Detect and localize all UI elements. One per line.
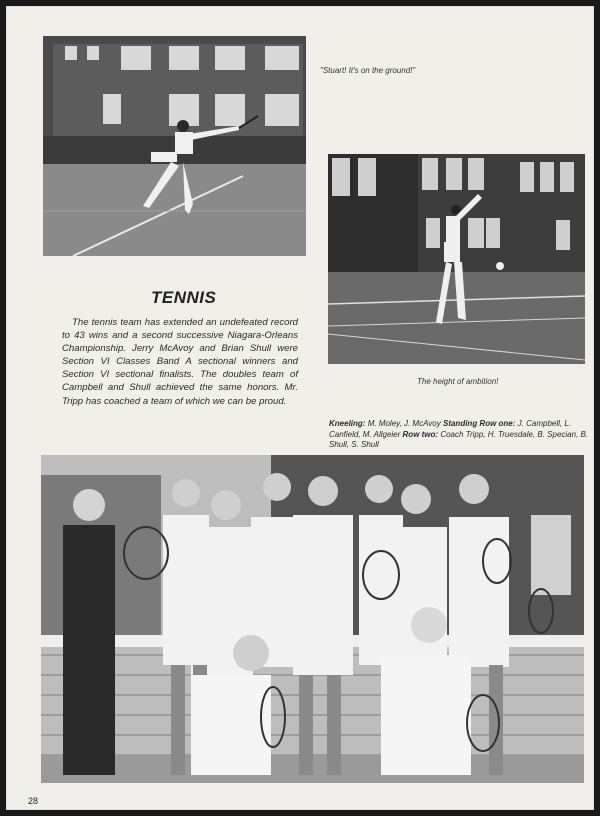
- yearbook-page: [6, 6, 594, 810]
- photo-player-serving: [328, 154, 585, 364]
- page-number: 28: [28, 796, 39, 806]
- standing-row-one-label: Standing Row one:: [442, 419, 516, 428]
- team-photo: [41, 455, 584, 783]
- standing-row-two-names: Coach Tripp, H. Truesdale, B. Specian, B. Shull, S. Shull: [329, 429, 589, 449]
- team-photo-caption: [329, 419, 591, 451]
- photo-player-stretching: [43, 36, 306, 256]
- standing-row-two-label: Row two:: [402, 429, 439, 439]
- standing-row-one-names: J. Campbell, L. Canfield, M. Allgeier: [329, 419, 572, 439]
- top-right-photo-caption: The height of ambition!: [417, 377, 499, 386]
- top-left-photo-caption: "Stuart! It's on the ground!": [320, 66, 416, 75]
- page-title: TENNIS: [151, 288, 217, 307]
- kneeling-label: Kneeling:: [329, 419, 366, 428]
- article-body: The tennis team has extended an undefeated record to 43 wins and a second successive Niagara-Orleans Championship. Jerry McAvoy and Brian Shull were Section VI Classes Band A sectional winners and Section VI sectional finalists. The doubles team of Campbell and Shull achieved the same honors. Mr. Tripp has coached a team of which we can be proud.: [62, 317, 298, 407]
- kneeling-names: M. Moley, J. McAvoy: [367, 419, 441, 428]
